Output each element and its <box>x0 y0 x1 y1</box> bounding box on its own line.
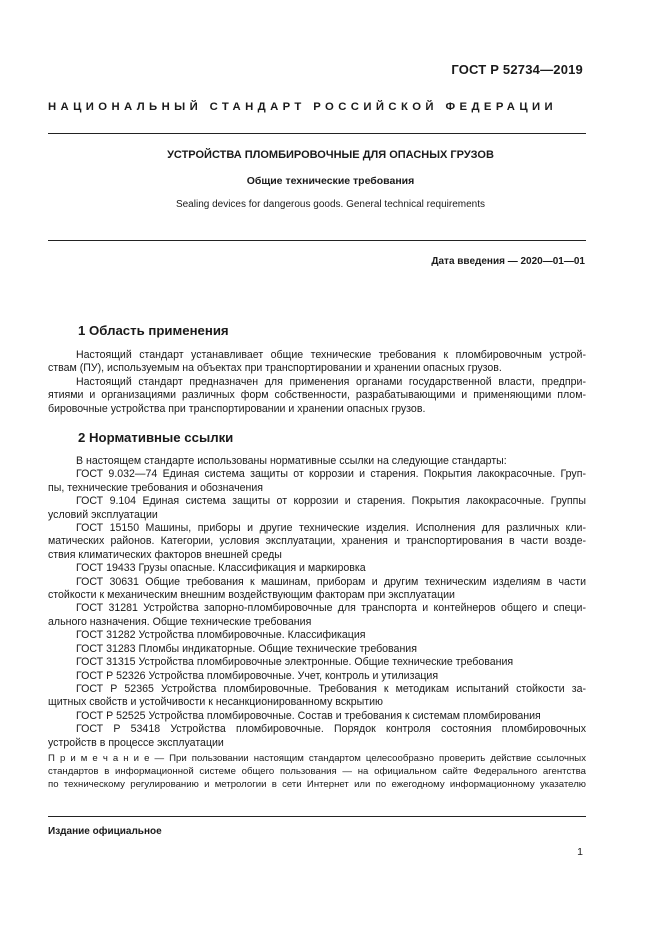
text-line: ГОСТ 31283 Пломбы индикаторные. Общие технические требования <box>76 642 417 655</box>
text-line: ГОСТ Р 53418 Устройства пломбировочные. Порядок контроля состояния пломбировочных <box>76 723 586 736</box>
text-line: Настоящий стандарт предназначен для применения органами государственной власти, предпри- <box>76 375 586 388</box>
text-line: ального назначения. Общие технические требования <box>48 615 312 628</box>
title-ru: УСТРОЙСТВА ПЛОМБИРОВОЧНЫЕ ДЛЯ ОПАСНЫХ ГРУЗОВ <box>167 149 494 161</box>
text-line: ГОСТ 31281 Устройства запорно-пломбировочные для транспорта и контейнеров общего и специ- <box>76 602 586 615</box>
text-line: устройств в процессе эксплуатации <box>48 736 224 749</box>
text-line: Настоящий стандарт устанавливает общие технические требования к пломбировочным устрой- <box>76 349 586 361</box>
intro-date: Дата введения — 2020—01—01 <box>431 256 585 267</box>
text-line: ствам (ПУ), используемым на объектах при транспортировании и хранении опасных грузов. <box>48 362 502 375</box>
text-line: стойкости к механическим внешним воздействующим факторам при эксплуатации <box>48 589 455 602</box>
text-line: ГОСТ 19433 Грузы опасные. Классификация и маркировка <box>76 562 366 575</box>
text-line: ГОСТ 31282 Устройства пломбировочные. Классификация <box>76 629 366 642</box>
text-line: ГОСТ 9.032—74 Единая система защиты от коррозии и старения. Покрытия лакокрасочные. Груп- <box>76 468 586 481</box>
text-line: ГОСТ 9.104 Единая система защиты от коррозии и старения. Покрытия лакокрасочные. Группы <box>76 495 586 508</box>
national-standard-label: НАЦИОНАЛЬНЫЙ СТАНДАРТ РОССИЙСКОЙ ФЕДЕРАЦИИ <box>48 101 558 113</box>
text-line: ГОСТ Р 52326 Устройства пломбировочные. Учет, контроль и утилизация <box>76 669 439 682</box>
section-2-body <box>48 455 586 750</box>
note-line: П р и м е ч а н и е — При пользовании настоящим стандартом целесообразно проверить действие ссылочных <box>48 753 586 764</box>
text-line: щитных свойств и устойчивости к несанкционированному вскрытию <box>48 696 383 709</box>
section-1-heading: 1 Область применения <box>78 323 229 338</box>
note-line: по техническому регулированию и метрологии в сети Интернет или по ежегодному информационному указателю <box>48 779 586 790</box>
text-line: ГОСТ 30631 Общие требования к машинам, приборам и другим техническим изделиям в части <box>76 575 586 588</box>
page-number: 1 <box>577 846 583 858</box>
text-line: пы, технические требования и обозначения <box>48 481 263 494</box>
note-line: стандартов в информационной системе общего пользования — на официальном сайте Федерального агентства <box>48 766 586 777</box>
doc-number: ГОСТ Р 52734—2019 <box>451 62 583 77</box>
bottom-rule <box>48 816 586 817</box>
subtitle: Общие технические требования <box>246 175 415 187</box>
title-en: Sealing devices for dangerous goods. General technical requirements <box>175 199 486 210</box>
text-line: ГОСТ 15150 Машины, приборы и другие технические изделия. Исполнения для различных кли- <box>76 522 586 535</box>
text-line: ГОСТ Р 52525 Устройства пломбировочные. Состав и требования к системам пломбирования <box>76 709 541 722</box>
section-1-body <box>48 349 586 416</box>
top-rule <box>48 133 586 134</box>
text-line: ствия климатических факторов внешней среды <box>48 548 282 561</box>
note <box>48 752 586 791</box>
text-line: ятиями и организациями различных форм собственности, разрабатывающими и применяющими плом- <box>48 389 586 402</box>
text-line: ГОСТ 31315 Устройства пломбировочные электронные. Общие технические требования <box>76 656 514 669</box>
text-line: ГОСТ Р 52365 Устройства пломбировочные. Требования к методикам испытаний стойкости за- <box>76 682 586 695</box>
section-2-heading: 2 Нормативные ссылки <box>78 430 234 445</box>
mid-rule <box>48 240 586 241</box>
text-line: условий эксплуатации <box>48 508 158 521</box>
edition-label: Издание официальное <box>48 826 162 837</box>
text-line: матических районов. Категории, условия эксплуатации, хранения и транспортирования в части возде- <box>48 535 586 548</box>
text-line: бировочные устройства при транспортировании и хранении опасных грузов. <box>48 402 426 415</box>
text-line: В настоящем стандарте использованы нормативные ссылки на следующие стандарты: <box>76 455 507 467</box>
